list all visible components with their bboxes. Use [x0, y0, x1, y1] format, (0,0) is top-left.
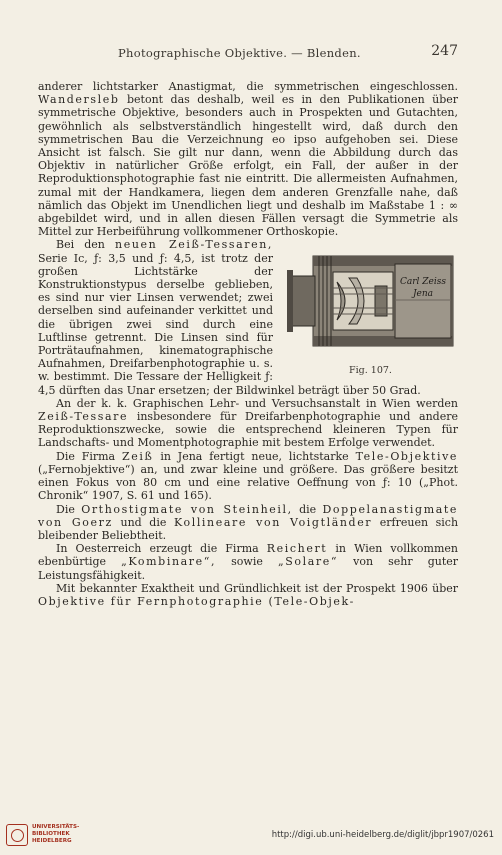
page-number: 247	[431, 43, 458, 59]
spaced-name: neuen Zeiß-Tessaren,	[115, 238, 273, 252]
spaced-name: Zeiß	[122, 449, 154, 463]
logo-line: HEIDELBERG	[32, 838, 72, 844]
spaced-name: „Solare“	[277, 555, 339, 569]
text-run: Serie Ic, ƒ: 3,5 und ƒ: 4,5, ist trotz der großen Lichtstärke der Konstruktionstypus derselbe geblieben, es sind nur vier Linsen verwendet; zwei derselben sind aufeinander verkittet und die übrigen zwei sind durch eine Luftlinse getrennt. Die Linsen sind für Porträtaufnahmen, kinematographische Aufnahmen, Dreifarbenphotographie u. s. w. bestimmt. Die Tessare der Helligkeit ƒ: 4,5 dürften das Unar ersetzen; der Bildwinkel beträgt über 50 Grad.	[38, 251, 421, 397]
text-run: Mit bekannter Exaktheit und Gründlichkeit ist der Prospekt 1906 über	[56, 581, 458, 595]
paragraph	[38, 582, 458, 608]
spaced-name: Orthostigmate von Steinheil,	[81, 502, 293, 516]
text-run: sowie	[231, 555, 263, 569]
paragraph	[38, 450, 458, 503]
text-run: („Fernobjektive“) an, und zwar kleine und größere. Das größere besitzt einen Fokus von 80 cm und eine relative Oeffnung von ƒ: 10 („Phot. Chronik“ 1907, S. 61 und 165).	[38, 462, 458, 503]
text-run: insbesondere für Dreifarbenphotographie und andere Reproduktionszwecke, sowie die entsprechend kleineren Typen für Landschafts- und Momentphotographie mit bestem Erfolge verwendet.	[38, 410, 458, 450]
figure-caption: Fig. 107.	[349, 365, 392, 377]
text-run: In Oesterreich erzeugt die Firma	[56, 542, 259, 556]
text-run: Die Firma	[56, 449, 116, 463]
text-run: in Jena fertigt neue, lichtstarke	[160, 449, 349, 463]
page-footer	[0, 820, 502, 855]
text-run: Die	[56, 502, 75, 516]
source-url[interactable]: http://digi.ub.uni-heidelberg.de/diglit/jbpr1907/0261	[271, 830, 494, 840]
text-run: An der k. k. Graphischen Lehr- und Versuchsanstalt in Wien werden	[56, 396, 458, 410]
engraving-line: Jena	[412, 289, 434, 300]
page-header	[38, 43, 458, 64]
text-run: betont das deshalb, weil es in den Publikationen über symmetrische Objektive, besonders auch in Prospekten und Gutachten, gewöhnlich als selbstverständlich hingestellt wird, daß durch den symmetrischen Bau die Verzeichnung eo ipso aufgehoben sei. Diese Ansicht ist falsch. Sie gilt nur dann, wenn die Abbildung durch das Objektiv in natürlicher Größe erfolgt, ein Fall, der außer in der Reproduktionsphotographie fast nie eintritt. Die allermeisten Aufnahmen, zumal mit der Handkamera, liegen dem anderen Grenzfalle nahe, daß nämlich das Objekt im Unendlichen liegt und deshalb im Maßstabe 1 : ∞ abgebildet wird, und in allen diesen Fällen versagt die Symmetrie als Mittel zur Herbeiführung vollkommener Orthoskopie.	[38, 93, 458, 239]
spaced-name: Kollineare von Voigtländer	[173, 515, 373, 529]
paragraph	[38, 80, 458, 238]
lens-figure	[283, 242, 458, 377]
lens-cross-section-illustration	[283, 242, 458, 362]
text-run: erfreuen sich bleibender Beliebtheit.	[38, 515, 459, 542]
spaced-name: Objektive für Fernphotographie (Tele-Objek-	[38, 594, 355, 608]
running-title: Photographische Objektive. — Blenden.	[118, 46, 361, 60]
logo-line: BIBLIOTHEK	[32, 831, 70, 837]
text-run: von sehr guter Leistungsfähigkeit.	[38, 555, 459, 582]
logo-text	[32, 824, 79, 845]
text-run: in Wien vollkommen ebenbürtige	[38, 542, 458, 569]
text-run: die	[299, 502, 317, 516]
logo-line: UNIVERSITÄTS-	[32, 824, 80, 830]
spaced-name: Tele-Objektive	[355, 449, 459, 463]
paragraph	[38, 503, 458, 543]
paragraph	[38, 542, 458, 582]
text-run: Bei den	[56, 238, 105, 252]
spaced-name: „Kombinare“,	[121, 555, 217, 569]
spaced-name: Doppelanastigmate von Goerz	[38, 502, 459, 529]
spaced-name: Wandersleb	[38, 93, 120, 107]
text-run: und die	[120, 515, 167, 529]
body-text	[38, 80, 458, 608]
paragraph	[38, 397, 458, 450]
text-run: anderer lichtstarker Anastigmat, die symmetrischen eingeschlossen.	[38, 80, 458, 93]
spaced-name: Reichert	[266, 542, 328, 556]
seal-icon	[6, 824, 28, 846]
spaced-name: Zeiß-Tessare	[38, 410, 129, 424]
engraving-line: Carl Zeiss	[400, 277, 446, 288]
library-logo[interactable]	[6, 822, 80, 852]
